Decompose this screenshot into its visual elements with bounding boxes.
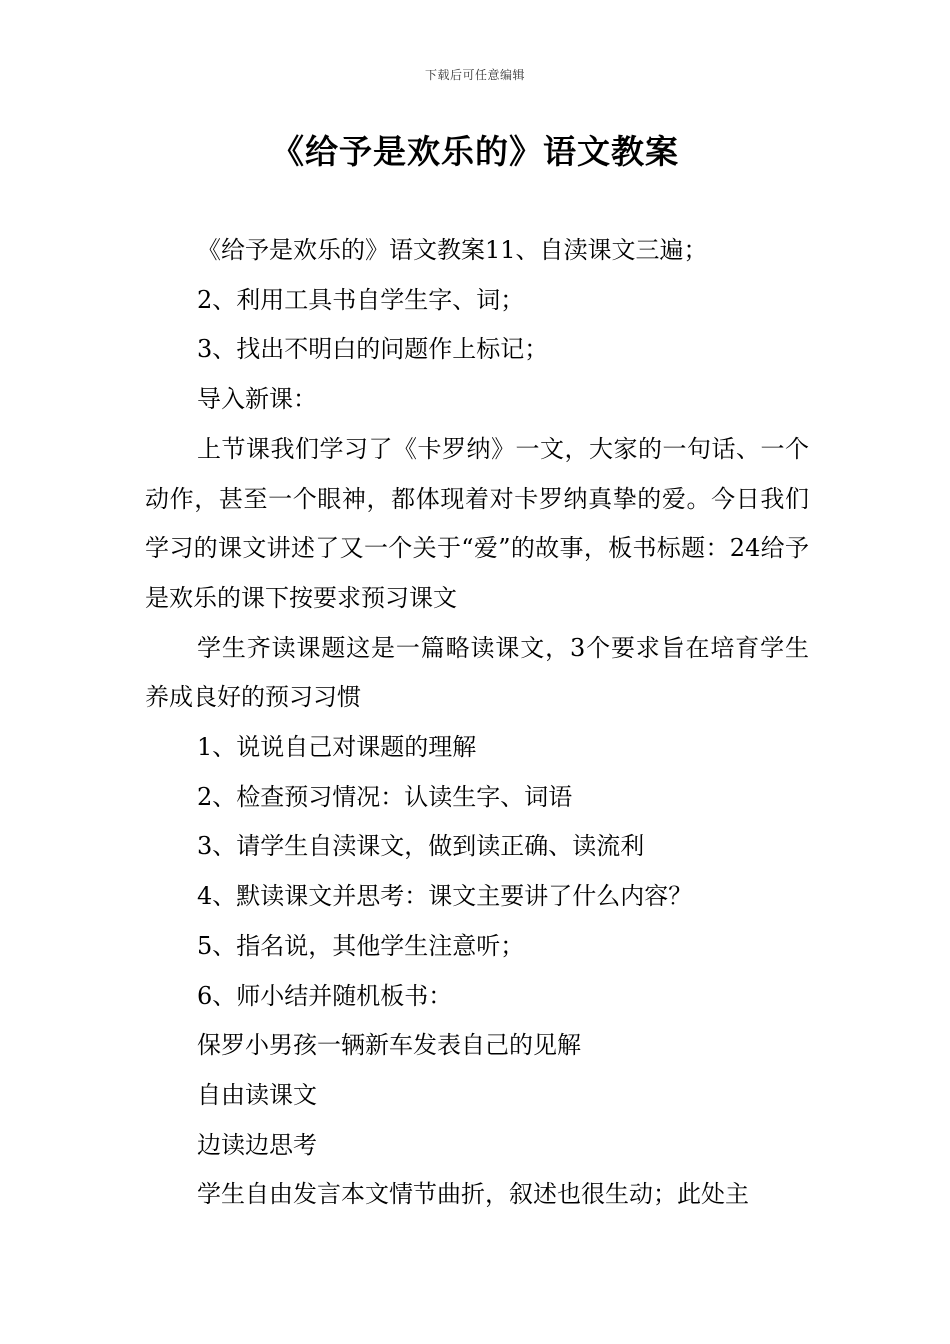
- paragraph: 2、利用工具书自学生字、词；: [197, 285, 525, 314]
- paragraph: 5、指名说，其他学生注意听；: [197, 931, 525, 960]
- header-note: 下载后可任意编辑: [424, 68, 525, 82]
- document-body: [145, 226, 809, 1220]
- paragraph: 学生自由发言本文情节曲折，叙述也很生动；此处主: [197, 1180, 749, 1209]
- paragraph: 学生齐读课题这是一篇略读课文，3个要求旨在培育学生养成良好的预习习惯: [145, 633, 809, 712]
- paragraph: 《给予是欢乐的》语文教案11、自渎课文三遍；: [197, 236, 708, 264]
- paragraph: 上节课我们学习了《卡罗纳》一文，大家的一句话、一个动作，甚至一个眼神，都体现着对卡罗纳真挚的爱。今日我们学习的课文讲述了又一个关于“爱”的故事，板书标题：24给予是欢乐的课下按要求预习课文: [145, 434, 809, 612]
- document-title: 《给予是欢乐的》语文教案: [271, 132, 679, 171]
- paragraph: 1、说说自己对课题的理解: [197, 733, 477, 762]
- paragraph: 3、请学生自渎课文，做到读正确、读流利: [197, 832, 645, 861]
- paragraph: 保罗小男孩一辆新车发表自己的见解: [197, 1031, 581, 1060]
- paragraph: 3、找出不明白的问题作上标记；: [197, 335, 549, 364]
- paragraph: 2、检查预习情况：认读生字、词语: [197, 782, 573, 811]
- paragraph: 边读边思考: [197, 1130, 317, 1159]
- paragraph: 自由读课文: [197, 1080, 317, 1109]
- paragraph: 6、师小结并随机板书：: [197, 981, 453, 1010]
- paragraph: 4、默读课文并思考：课文主要讲了什么内容？: [197, 882, 693, 911]
- paragraph: 导入新课：: [197, 385, 317, 414]
